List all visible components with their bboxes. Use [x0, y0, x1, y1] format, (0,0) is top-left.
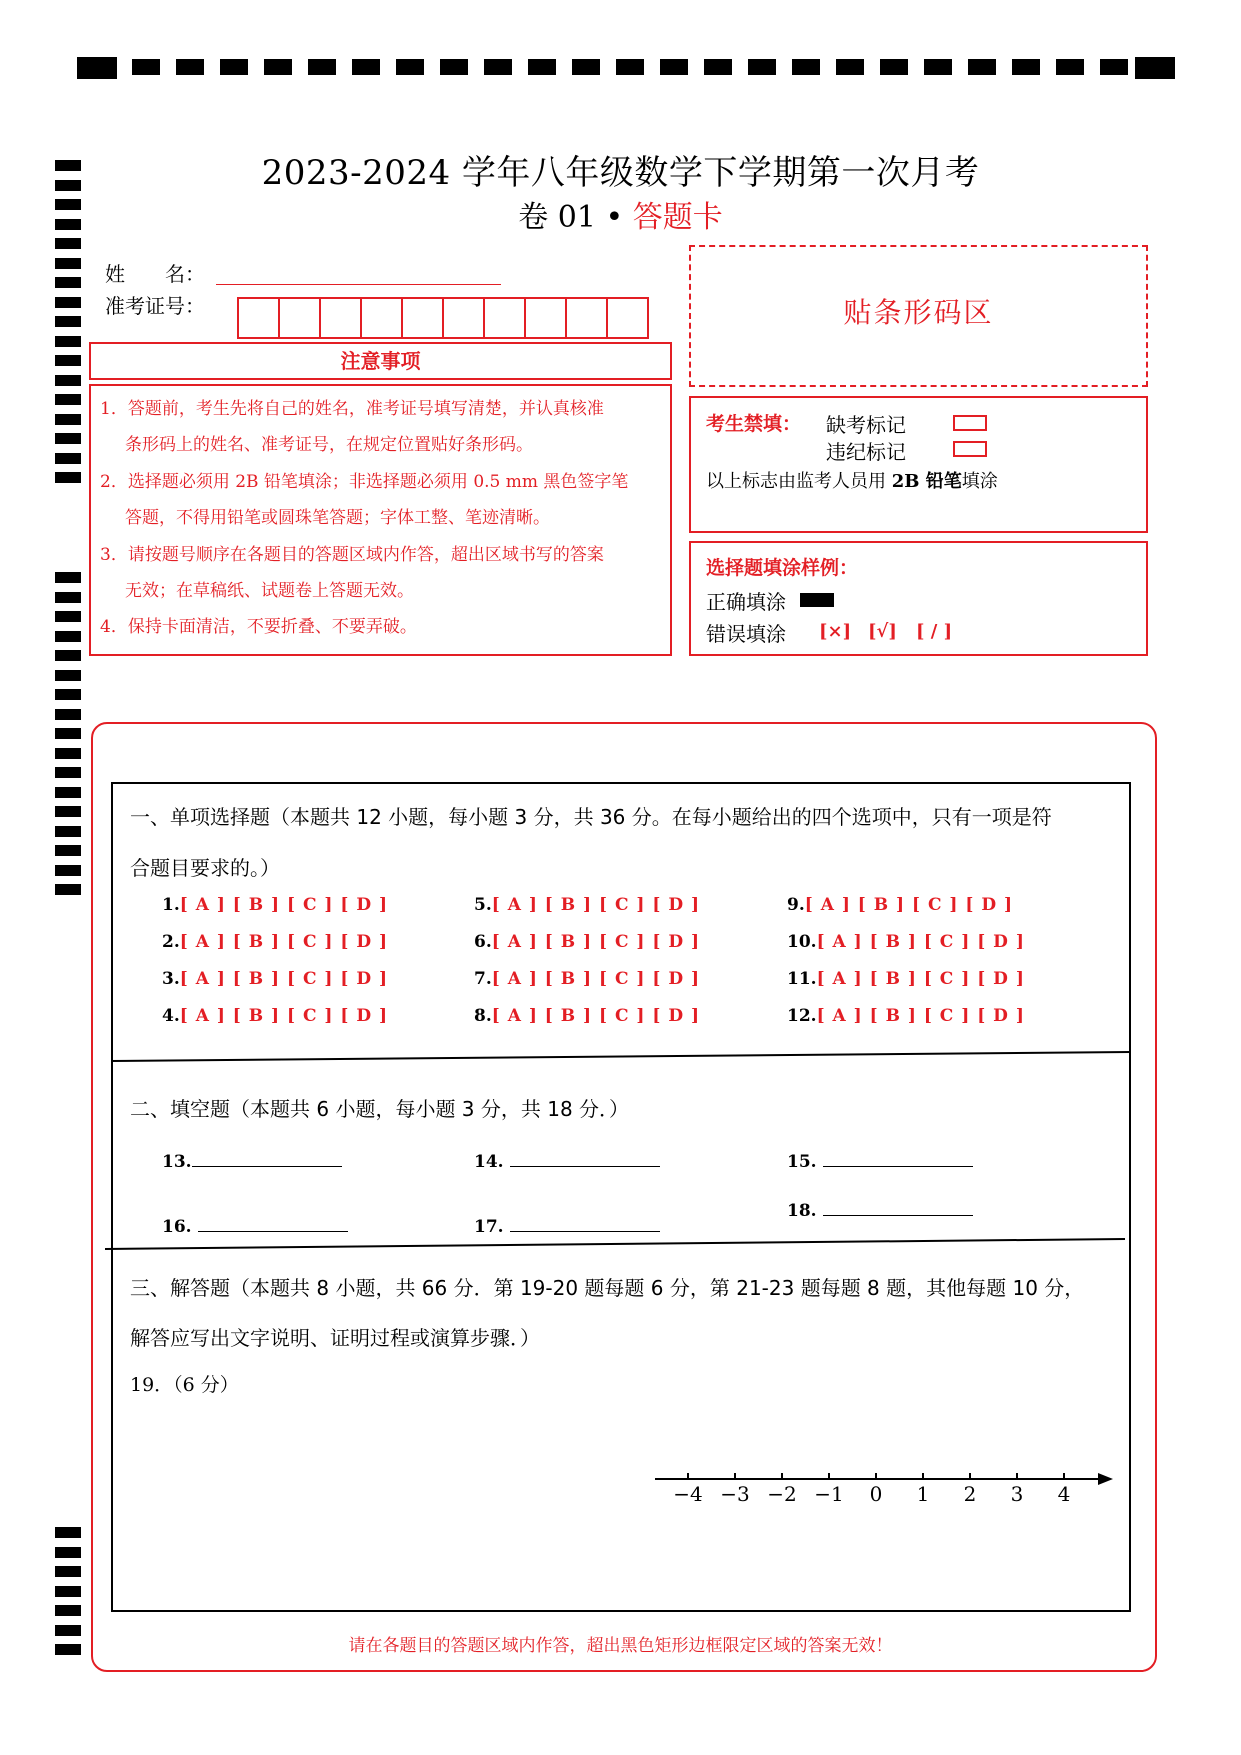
timing-mark: [55, 689, 81, 700]
mc-item[interactable]: [787, 969, 1025, 989]
timing-mark: [396, 59, 424, 75]
fill-number: 16.: [162, 1217, 192, 1237]
timing-mark: [1135, 57, 1175, 79]
timing-mark: [55, 787, 81, 798]
mc-number: 5.: [474, 895, 492, 915]
timing-mark: [792, 59, 820, 75]
mc-number: 2.: [162, 932, 180, 952]
timing-mark: [55, 709, 81, 720]
mc-item[interactable]: [474, 895, 700, 915]
timing-mark: [440, 59, 468, 75]
fill-number: 18.: [787, 1201, 817, 1221]
mc-options[interactable]: [ A ] [ B ] [ C ] [ D ]: [179, 969, 389, 989]
mc-options[interactable]: [ A ] [ B ] [ C ] [ D ]: [804, 895, 1014, 915]
timing-mark: [55, 394, 81, 405]
page-subtitle: [0, 192, 1241, 236]
correct-fill-label: 正确填涂: [706, 590, 786, 614]
timing-mark: [55, 1586, 81, 1597]
section1-heading-cont: 合题目要求的。）: [130, 856, 280, 880]
timing-mark: [55, 806, 81, 817]
timing-mark: [924, 59, 952, 75]
exam-id-label: 准考证号：: [105, 294, 205, 318]
number-line-label: 3: [1010, 1482, 1024, 1506]
subtitle-answer-card: 答题卡: [632, 200, 723, 235]
timing-mark: [1012, 59, 1040, 75]
mc-item[interactable]: [474, 1006, 700, 1026]
mc-item[interactable]: [787, 932, 1025, 952]
number-line-label: 0: [869, 1482, 883, 1506]
fill-blank[interactable]: [510, 1166, 660, 1167]
mc-item[interactable]: [787, 1006, 1025, 1026]
fill-number: 15.: [787, 1152, 817, 1172]
number-line-label: 2: [963, 1482, 977, 1506]
absent-note-suffix: 填涂: [961, 471, 998, 492]
timing-mark: [704, 59, 732, 75]
mc-options[interactable]: [ A ] [ B ] [ C ] [ D ]: [179, 1006, 389, 1026]
exam-id-box[interactable]: [321, 299, 362, 337]
subtitle-prefix: 卷 01 •: [518, 200, 633, 235]
number-line-label: −1: [814, 1482, 844, 1506]
wrong-fill-mark: [√]: [868, 621, 897, 642]
timing-mark: [55, 728, 81, 739]
timing-mark: [55, 1605, 81, 1616]
mc-options[interactable]: [ A ] [ B ] [ C ] [ D ]: [491, 895, 701, 915]
section2-heading: 二、填空题（本题共 6 小题，每小题 3 分，共 18 分．）: [130, 1097, 630, 1121]
exam-id-box[interactable]: [444, 299, 485, 337]
timing-mark: [55, 277, 81, 288]
timing-mark: [968, 59, 996, 75]
number-line-label: −2: [767, 1482, 797, 1506]
absent-mark-label: 缺考标记: [826, 413, 906, 437]
fill-blank[interactable]: [510, 1231, 660, 1232]
timing-mark: [176, 59, 204, 75]
notice-line: 4．保持卡面清洁，不要折叠、不要弄破。: [100, 617, 417, 637]
notice-line: 3．请按题号顺序在各题目的答题区域内作答，超出区域书写的答案: [100, 545, 604, 565]
timing-mark: [352, 59, 380, 75]
mc-options[interactable]: [ A ] [ B ] [ C ] [ D ]: [816, 1006, 1025, 1026]
timing-mark: [1056, 59, 1084, 75]
mc-options[interactable]: [ A ] [ B ] [ C ] [ D ]: [179, 895, 389, 915]
mc-options[interactable]: [ A ] [ B ] [ C ] [ D ]: [816, 969, 1025, 989]
footer-warning: 请在各题目的答题区域内作答，超出黑色矩形边框限定区域的答案无效！: [348, 1636, 893, 1656]
section3-heading: 三、解答题（本题共 8 小题，共 66 分．第 19-20 题每题 6 分，第 21-23 题每题 8 题，其他每题 10 分，: [130, 1276, 1085, 1300]
fill-blank[interactable]: [198, 1231, 348, 1232]
timing-mark: [55, 572, 81, 583]
fill-number: 17.: [474, 1217, 504, 1237]
number-line-label: −3: [720, 1482, 750, 1506]
notice-line: 1．答题前，考生先将自己的姓名，准考证号填写清楚，并认真核准: [100, 399, 604, 419]
timing-mark: [836, 59, 864, 75]
timing-mark: [308, 59, 336, 75]
timing-mark: [484, 59, 512, 75]
section-divider: [105, 1234, 1126, 1254]
exam-id-box[interactable]: [567, 299, 608, 337]
mc-number: 10.: [787, 932, 817, 952]
exam-id-boxes[interactable]: [237, 297, 649, 339]
fill-blank[interactable]: [823, 1166, 973, 1167]
number-line-label: 4: [1057, 1482, 1071, 1506]
timing-mark: [880, 59, 908, 75]
name-field[interactable]: [216, 284, 501, 285]
mc-item[interactable]: [162, 1006, 388, 1026]
exam-id-box[interactable]: [526, 299, 567, 337]
timing-mark: [55, 414, 81, 425]
timing-mark: [55, 670, 81, 681]
mc-item[interactable]: [474, 969, 700, 989]
mc-options[interactable]: [ A ] [ B ] [ C ] [ D ]: [816, 932, 1025, 952]
mc-number: 12.: [787, 1006, 817, 1026]
wrong-fill-mark: [ / ]: [916, 621, 953, 642]
timing-mark: [55, 826, 81, 837]
timing-mark: [55, 258, 81, 269]
mc-number: 8.: [474, 1006, 492, 1026]
exam-id-box[interactable]: [403, 299, 444, 337]
mc-number: 9.: [787, 895, 805, 915]
timing-mark: [572, 59, 600, 75]
number-line-label: 1: [916, 1482, 930, 1506]
absent-note: [706, 467, 998, 493]
notice-line: 无效；在草稿纸、试题卷上答题无效。: [125, 581, 414, 601]
exam-id-box[interactable]: [239, 299, 280, 337]
violation-mark-label: 违纪标记: [826, 440, 906, 464]
timing-mark: [660, 59, 688, 75]
fill-item[interactable]: [787, 1152, 973, 1172]
mc-options[interactable]: [ A ] [ B ] [ C ] [ D ]: [491, 969, 701, 989]
mc-options[interactable]: [ A ] [ B ] [ C ] [ D ]: [491, 1006, 701, 1026]
timing-mark: [55, 316, 81, 327]
fill-number: 14.: [474, 1152, 504, 1172]
sample-title: 选择题填涂样例：: [706, 557, 859, 579]
mc-item[interactable]: [162, 895, 388, 915]
timing-mark: [55, 375, 81, 386]
violation-mark-box[interactable]: [953, 441, 987, 457]
number-line-label: −4: [673, 1482, 703, 1506]
mc-item[interactable]: [787, 895, 1013, 915]
timing-mark: [748, 59, 776, 75]
name-label: 姓 名：: [105, 262, 205, 286]
timing-mark: [55, 845, 81, 856]
fill-sample-panel: [689, 541, 1148, 656]
mc-item[interactable]: [162, 969, 388, 989]
barcode-area: 贴条形码区: [689, 245, 1148, 387]
exam-id-box[interactable]: [280, 299, 321, 337]
notice-line: 2．选择题必须用 2B 铅笔填涂；非选择题必须用 0.5 mm 黑色签字笔: [100, 472, 629, 492]
fill-item[interactable]: [787, 1201, 973, 1221]
timing-mark: [55, 1547, 81, 1558]
timing-mark: [55, 297, 81, 308]
exam-id-box[interactable]: [485, 299, 526, 337]
section1-heading: 一、单项选择题（本题共 12 小题，每小题 3 分，共 36 分。在每小题给出的四个选项中，只有一项是符: [130, 805, 1052, 829]
question-19-label: 19．（6 分）: [130, 1374, 239, 1396]
fill-number: 13.: [162, 1152, 192, 1172]
notice-heading: 注意事项: [89, 342, 672, 380]
fill-blank[interactable]: [192, 1166, 342, 1167]
timing-mark: [55, 472, 81, 483]
notice-line: 条形码上的姓名、准考证号，在规定位置贴好条形码。: [125, 435, 533, 455]
mc-number: 6.: [474, 932, 492, 952]
correct-fill-sample: [800, 593, 834, 607]
notice-line: 答题，不得用铅笔或圆珠笔答题；字体工整、笔迹清晰。: [125, 508, 550, 528]
timing-mark: [55, 355, 81, 366]
wrong-fill-mark: [×]: [819, 621, 852, 642]
section3-heading-cont: 解答应写出文字说明、证明过程或演算步骤．）: [130, 1326, 540, 1350]
timing-mark: [55, 1527, 81, 1538]
timing-mark: [220, 59, 248, 75]
timing-mark: [55, 453, 81, 464]
mc-number: 3.: [162, 969, 180, 989]
fill-blank[interactable]: [823, 1215, 973, 1216]
absent-mark-box[interactable]: [953, 415, 987, 431]
mc-number: 11.: [787, 969, 817, 989]
mc-number: 4.: [162, 1006, 180, 1026]
absent-panel: [689, 396, 1148, 533]
mc-options[interactable]: [ A ] [ B ] [ C ] [ D ]: [491, 932, 701, 952]
section-divider: [111, 1045, 1131, 1065]
timing-mark: [55, 592, 81, 603]
timing-mark: [264, 59, 292, 75]
timing-mark: [55, 631, 81, 642]
notice-body: [89, 384, 672, 656]
exam-id-box[interactable]: [362, 299, 403, 337]
timing-mark: [55, 884, 81, 895]
fill-item[interactable]: [474, 1152, 660, 1172]
timing-marks-top: [77, 57, 1177, 79]
timing-mark: [55, 767, 81, 778]
timing-mark: [55, 650, 81, 661]
mc-item[interactable]: [474, 932, 700, 952]
page-title: 2023-2024 学年八年级数学下学期第一次月考: [261, 153, 980, 193]
timing-mark: [55, 865, 81, 876]
absent-note-prefix: 以上标志由监考人员用: [706, 471, 892, 492]
timing-mark: [77, 57, 117, 79]
timing-mark: [1100, 59, 1128, 75]
mc-number: 1.: [162, 895, 180, 915]
exam-id-box[interactable]: [608, 299, 647, 337]
timing-mark: [55, 748, 81, 759]
mc-options[interactable]: [ A ] [ B ] [ C ] [ D ]: [179, 932, 389, 952]
fill-item[interactable]: [162, 1152, 342, 1172]
timing-mark: [55, 433, 81, 444]
timing-mark: [55, 611, 81, 622]
timing-mark: [55, 336, 81, 347]
mc-item[interactable]: [162, 932, 388, 952]
timing-mark: [528, 59, 556, 75]
timing-mark: [132, 59, 160, 75]
mc-number: 7.: [474, 969, 492, 989]
timing-mark: [616, 59, 644, 75]
absent-title: 考生禁填：: [706, 413, 802, 435]
wrong-fill-label: 错误填涂: [706, 622, 786, 646]
timing-mark: [55, 238, 81, 249]
absent-note-bold: 2B 铅笔: [891, 471, 962, 492]
timing-mark: [55, 1566, 81, 1577]
